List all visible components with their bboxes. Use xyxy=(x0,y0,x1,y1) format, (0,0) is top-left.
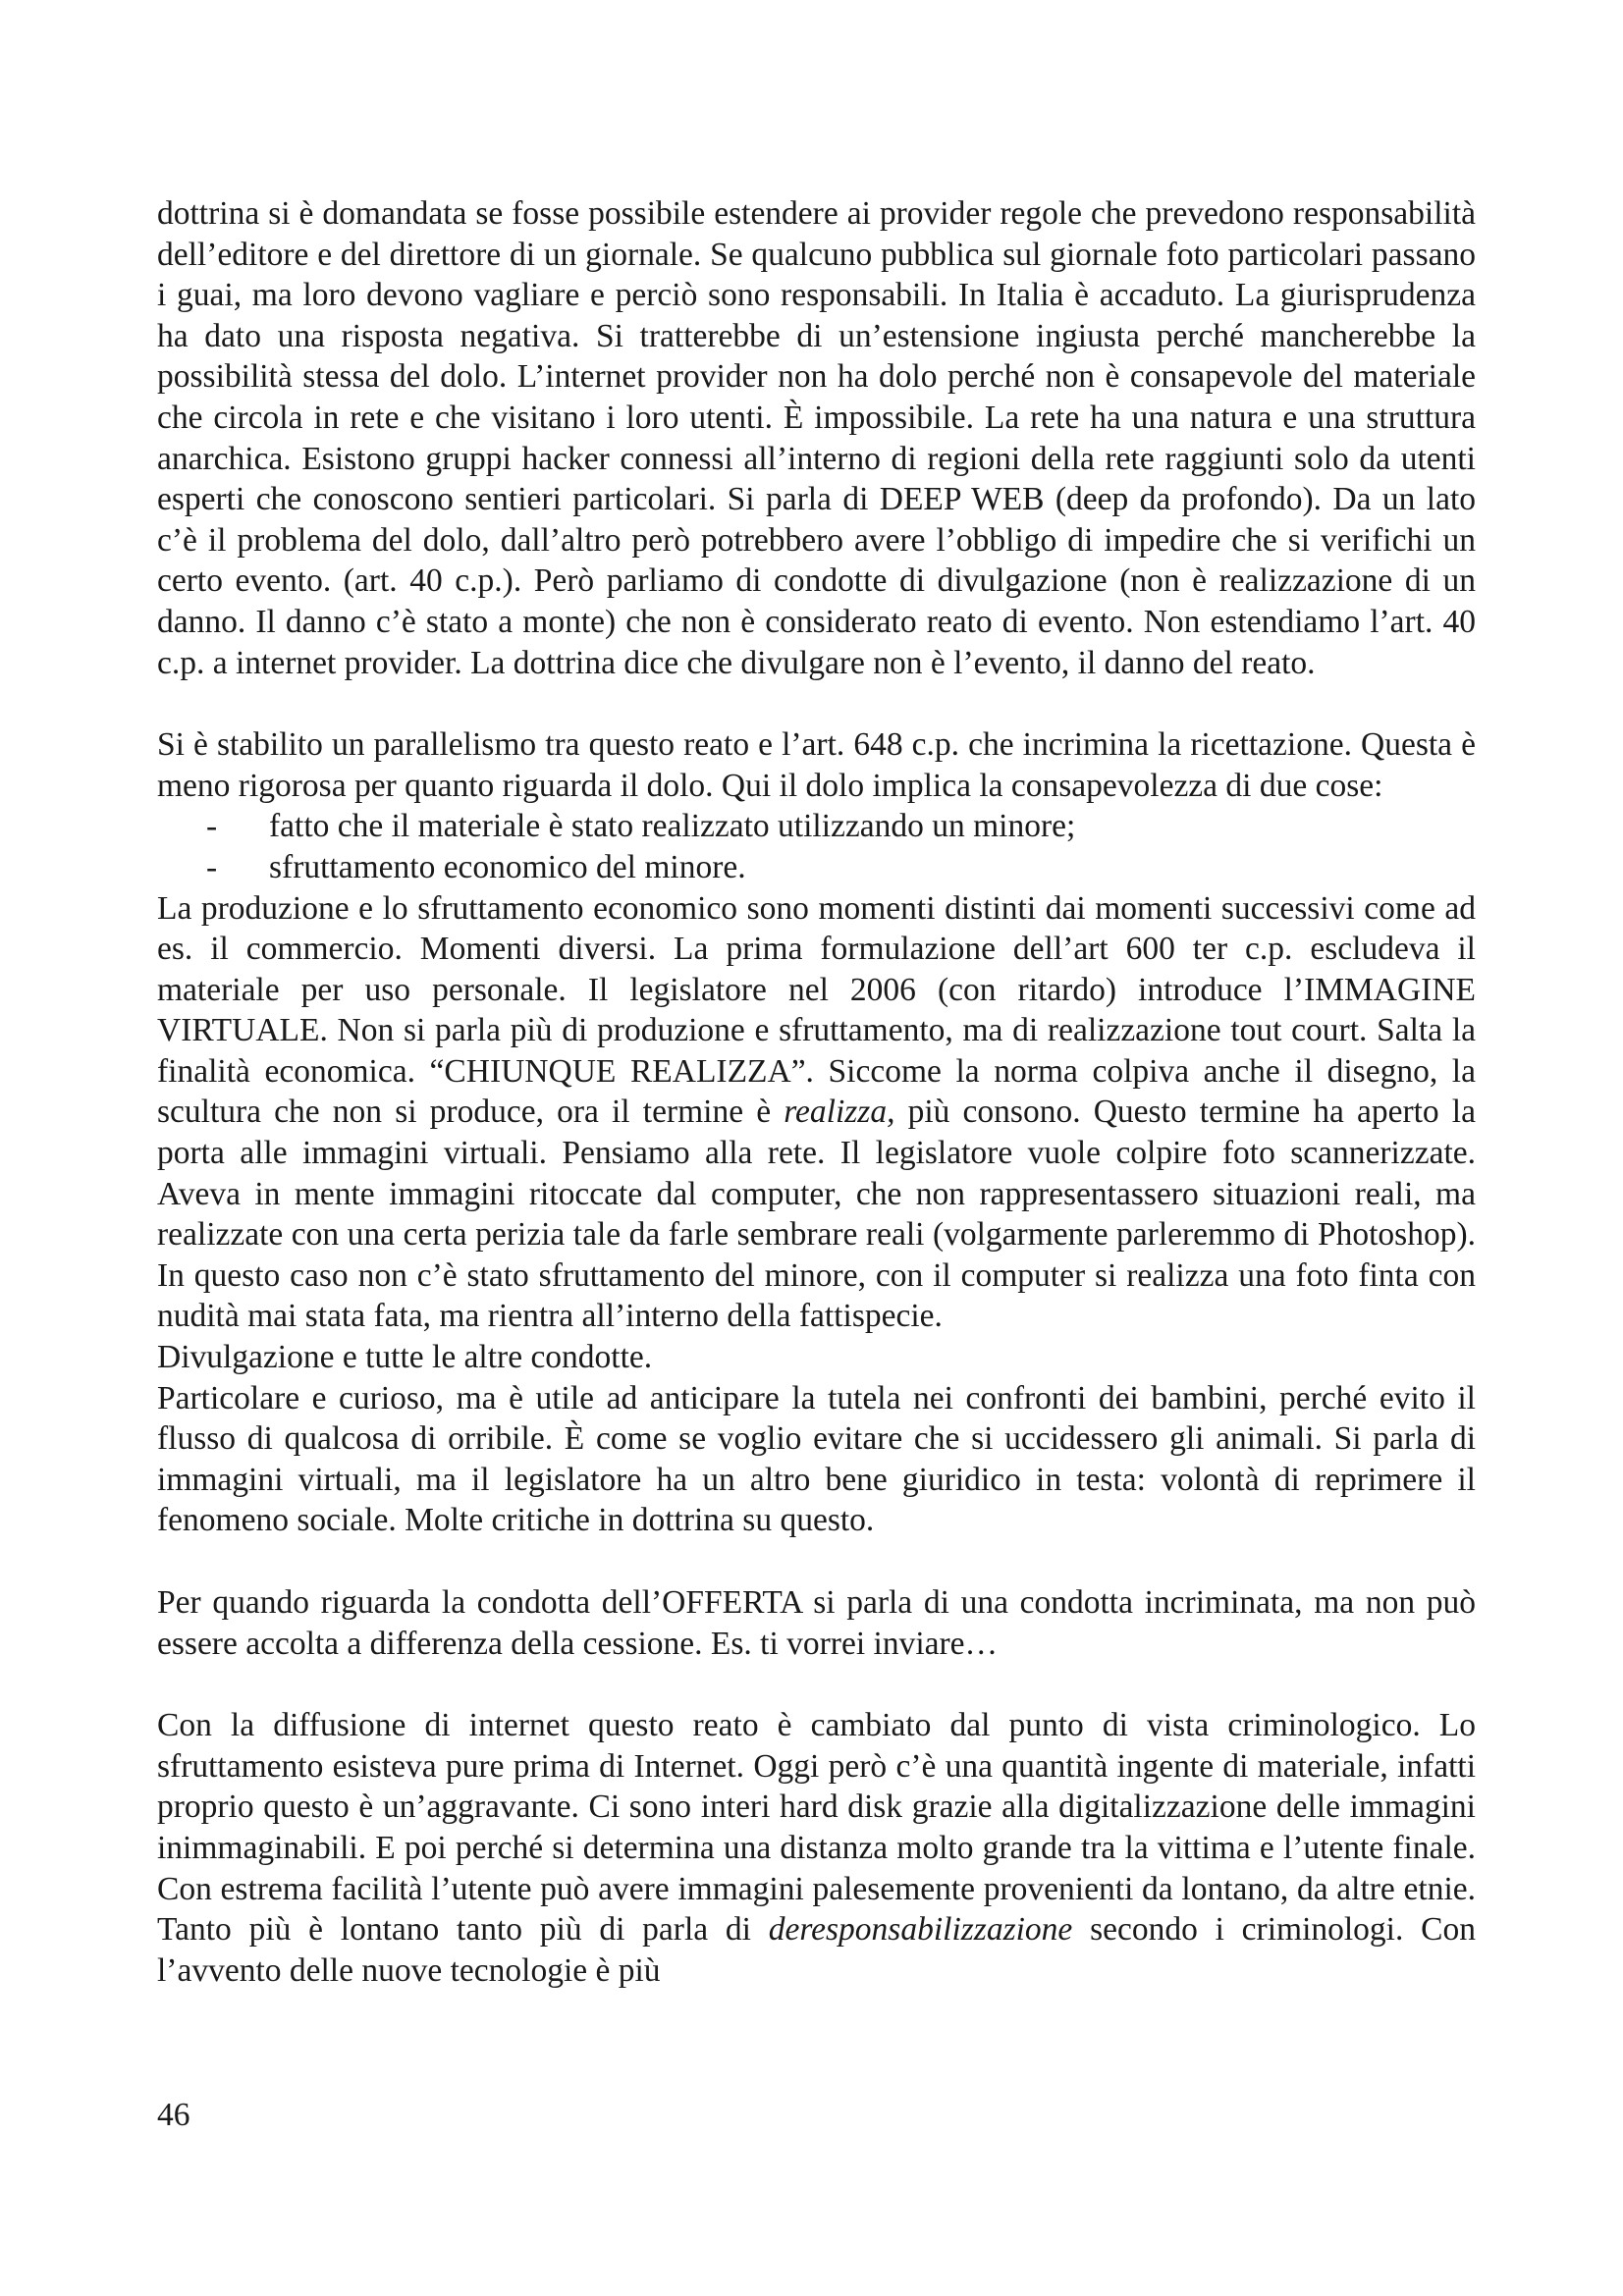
paragraph-provider-liability: dottrina si è domandata se fosse possibile estendere ai provider regole che prevedono responsabilità dell’editore e del direttore di un giornale. Se qualcuno pubblica sul giornale foto particolari passano i guai, ma loro devono vagliare e perciò sono responsabili. In Italia è accaduto. La giurisprudenza ha dato una risposta negativa. Si tratterebbe di un’estensione ingiusta perché mancherebbe la possibilità stessa del dolo. L’internet provider non ha dolo perché non è consapevole del materiale che circola in rete e che visitano i loro utenti. È impossibile. La rete ha una natura e una struttura anarchica. Esistono gruppi hacker connessi all’interno di regioni della rete raggiunti solo da utenti esperti che conoscono sentieri particolari. Si parla di DEEP WEB (deep da profondo). Da un lato c’è il problema del dolo, dall’altro però potrebbero avere l’obbligo di impedire che si verifichi un certo evento. (art. 40 c.p.). Però parliamo di condotte di divulgazione (non è realizzazione di un danno. Il danno c’è stato a monte) che non è considerato reato di evento. Non estendiamo l’art. 40 c.p. a internet provider. La dottrina dice che divulgare non è l’evento, il danno del reato. xyxy=(157,195,1476,681)
dolo-list xyxy=(157,806,1476,887)
list-item-text: sfruttamento economico del minore. xyxy=(269,848,746,885)
paragraph-tutela: Particolare e curioso, ma è utile ad anticipare la tutela nei confronti dei bambini, perché evito il flusso di qualcosa di orribile. È come se voglio evitare che si uccidessero gli animali. Si parla di immagini virtuali, ma il legislatore ha un altro bene giuridico in testa: volontà di reprimere il fenomeno sociale. Molte critiche in dottrina su questo. xyxy=(157,1379,1476,1539)
text-run: Con la diffusione di internet questo reato è cambiato dal punto di vista criminologico. Lo sfruttamento esisteva pure prima di Internet. Oggi però c’è una quantità ingente di materiale, infatti proprio questo è un’aggravante. Ci sono interi hard disk grazie alla digitalizzazione delle immagini inimmaginabili. E poi perché si determina una distanza molto grande tra la vittima e l’utente finale. Con estrema facilità l’utente può avere immagini palesemente provenienti da lontano, da altre etnie. Tanto più è lontano tanto più di parla di xyxy=(157,1707,1476,1949)
list-item xyxy=(206,806,1476,847)
italic-term: deresponsabilizzazione xyxy=(768,1911,1073,1949)
list-item xyxy=(206,847,1476,888)
list-item-text: fatto che il materiale è stato realizzato utilizzando un minore; xyxy=(269,808,1076,845)
paragraph-immagine-virtuale xyxy=(157,888,1476,1338)
page-number: 46 xyxy=(157,2097,190,2133)
text-run: secondo i criminologi. Con l’avvento delle nuove tecnologie è più xyxy=(157,1911,1476,1989)
page-body xyxy=(157,193,1476,1991)
text-run: più consono. Questo termine ha aperto la porta alle immagini virtuali. Pensiamo alla rete. Il legislatore vuole colpire foto scannerizzate. Aveva in mente immagini ritoccate dal computer, che non rappresentassero situazioni reali, ma realizzate con una certa perizia tale da farle sembrare reali (volgarmente parleremmo di Photoshop). In questo caso non c’è stato sfruttamento del minore, con il computer si realizza una foto finta con nudità mai stata fata, ma rientra all’interno della fattispecie. xyxy=(157,1094,1476,1335)
paragraph-internet xyxy=(157,1705,1476,1991)
paragraph-gap xyxy=(157,683,1476,724)
list-dash: - xyxy=(206,848,218,885)
paragraph-gap xyxy=(157,1664,1476,1705)
paragraph-divulgazione: Divulgazione e tutte le altre condotte. xyxy=(157,1339,653,1376)
italic-term: realizza, xyxy=(784,1094,895,1131)
paragraph-gap xyxy=(157,1541,1476,1582)
text-run: La produzione e lo sfruttamento economico sono momenti distinti dai momenti successivi come ad es. il commercio. Momenti diversi. La prima formulazione dell’art 600 ter c.p. escludeva il materiale per uso personale. Il legislatore nel 2006 (con ritardo) introduce l’IMMAGINE VIRTUALE. Non si parla più di produzione e sfruttamento, ma di realizzazione tout court. Salta la finalità economica. “CHIUNQUE REALIZZA”. Siccome la norma colpiva anche il disegno, la scultura che non si produce, ora il termine è xyxy=(157,889,1476,1131)
paragraph-ricettazione: Si è stabilito un parallelismo tra questo reato e l’art. 648 c.p. che incrimina la ricettazione. Questa è meno rigorosa per quanto riguarda il dolo. Qui il dolo implica la consapevolezza di due cose: xyxy=(157,726,1476,804)
paragraph-offerta: Per quando riguarda la condotta dell’OFFERTA si parla di una condotta incriminata, ma non può essere accolta a differenza della cessione. Es. ti vorrei inviare… xyxy=(157,1584,1476,1662)
list-dash: - xyxy=(206,808,218,845)
